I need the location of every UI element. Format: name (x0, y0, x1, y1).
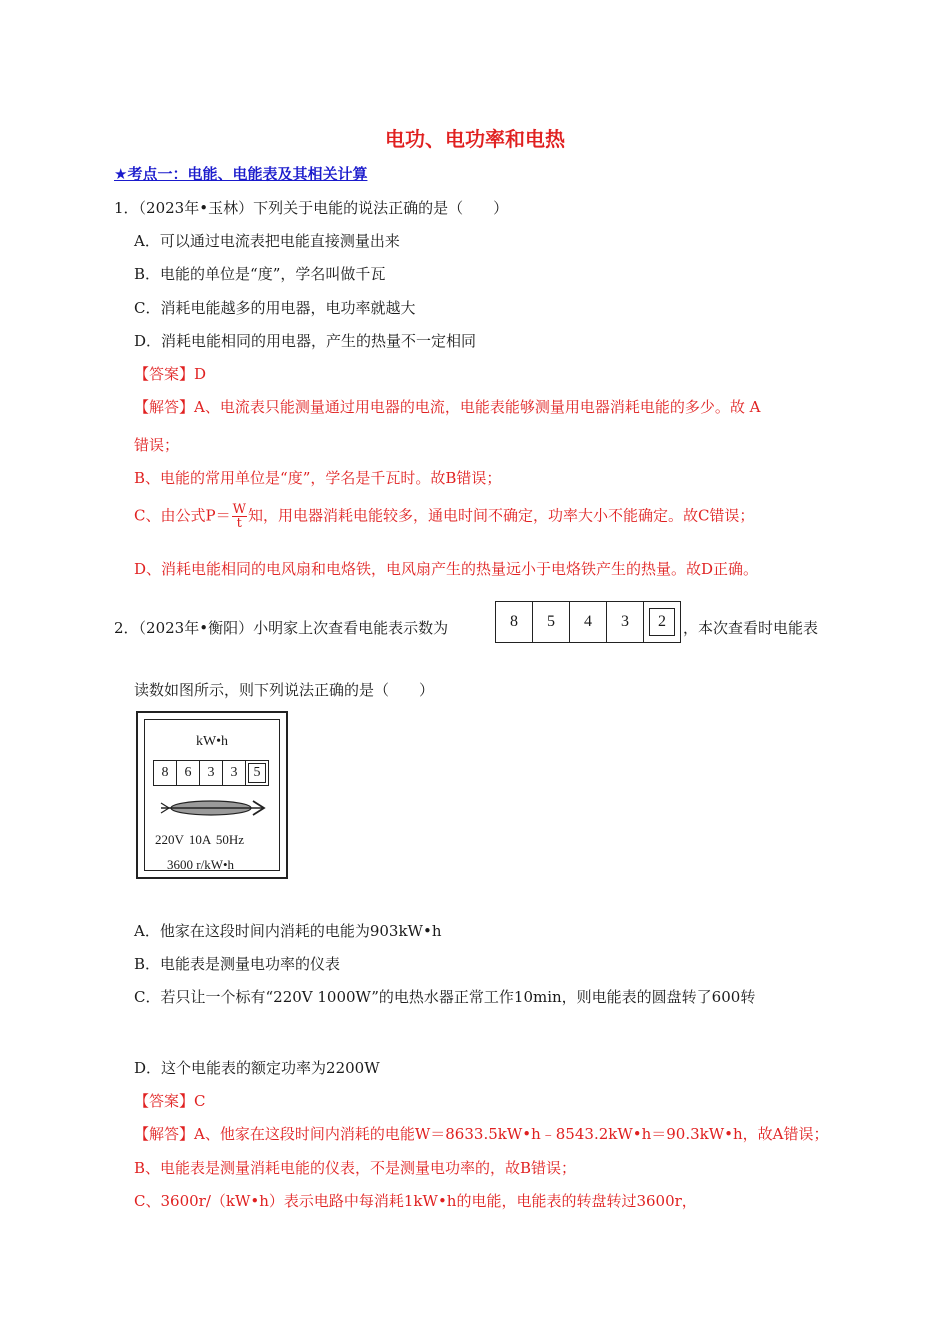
q1-option-b: B．电能的单位是“度”，学名叫做千瓦 (134, 265, 386, 283)
fraction-denominator: t (236, 516, 242, 531)
q1-option-c: C．消耗电能越多的用电器，电功率就越大 (134, 299, 416, 317)
analysis-c-suffix: 知，用电器消耗电能较多，通电时间不确定，功率大小不能确定。故C错误； (247, 506, 755, 525)
q2-option-c: C．若只让一个标有“220V 1000W”的电热水器正常工作10min，则电能表的圆盘转了600转 (134, 988, 756, 1006)
power-formula-fraction (232, 503, 247, 530)
meter-digit: 6 (177, 761, 200, 785)
q1-option-a: A．可以通过电流表把电能直接测量出来 (134, 232, 400, 250)
rotating-disc-icon (159, 796, 271, 820)
meter-revolutions: 3600 r/kW•h (167, 857, 235, 872)
previous-meter-readout (495, 601, 681, 643)
q1-option-d: D．消耗电能相同的用电器，产生的热量不一定相同 (134, 332, 477, 350)
meter-digit: 8 (154, 761, 177, 785)
meter-digits (153, 760, 269, 786)
q2-stem: 2．（2023年•衡阳）小明家上次查看电能表示数为 (114, 619, 449, 637)
meter-digit: 5 (248, 763, 266, 783)
answer-tag: 【答案】 (134, 365, 195, 383)
readout-digit: 5 (533, 602, 570, 642)
q1-analysis-a-cont: 错误； (134, 436, 180, 454)
q2-stem-continued: ，本次查看时电能表 (683, 619, 819, 637)
answer-value: C (194, 1092, 206, 1110)
q2-analysis-a (134, 1123, 829, 1144)
readout-digit: 8 (496, 602, 533, 642)
document-title: 电功、电功率和电热 (385, 127, 565, 151)
readout-digit: 3 (607, 602, 644, 642)
q1-analysis-b: B、电能的常用单位是“度”，学名是千瓦时。故B错误； (134, 469, 502, 487)
meter-digit: 3 (223, 761, 246, 785)
q1-analysis-d: D、消耗电能相同的电风扇和电烙铁，电风扇产生的热量远小于电烙铁产生的热量。故D正确。 (134, 560, 759, 578)
meter-unit: kW•h (195, 734, 229, 749)
q1-stem: 1．（2023年•玉林）下列关于电能的说法正确的是（ ） (114, 199, 509, 217)
readout-decimal-digit (644, 602, 680, 642)
q2-option-a: A．他家在这段时间内消耗的电能为903kW•h (134, 922, 442, 940)
meter-digit: 3 (200, 761, 223, 785)
readout-digit: 4 (570, 602, 607, 642)
analysis-tag: 【解答】 (134, 398, 195, 416)
answer-tag: 【答案】 (134, 1092, 195, 1110)
q2-stem-line2: 读数如图所示，则下列说法正确的是（ ） (134, 681, 435, 699)
analysis-tag: 【解答】 (134, 1125, 195, 1143)
answer-value: D (194, 365, 207, 383)
q2-answer (134, 1090, 206, 1111)
q1-answer (134, 363, 206, 384)
meter-specs: 220V 10A 50Hz (155, 832, 244, 847)
meter-decimal-digit (246, 761, 268, 785)
analysis-text: A、电流表只能测量通过用电器的电流，电能表能够测量用电器消耗电能的多少。故 A (194, 398, 761, 416)
analysis-c-prefix: C、由公式P＝ (134, 506, 231, 525)
energy-meter-figure (136, 711, 288, 879)
analysis-text: A、他家在这段时间内消耗的电能W＝8633.5kW•h﹣8543.2kW•h＝90.3kW•h，故A错误； (194, 1125, 829, 1143)
meter-face (144, 719, 280, 871)
q1-analysis-c (134, 503, 754, 530)
q2-option-b: B．电能表是测量电功率的仪表 (134, 955, 341, 973)
fraction-numerator: W (232, 502, 246, 517)
q2-analysis-c: C、3600r/（kW•h）表示电路中每消耗1kW•h的电能，电能表的转盘转过3600r， (134, 1192, 697, 1210)
readout-digit: 2 (649, 608, 675, 636)
q2-analysis-b: B、电能表是测量消耗电能的仪表，不是测量电功率的，故B错误； (134, 1159, 577, 1177)
q1-analysis-a (134, 396, 760, 417)
q2-option-d: D．这个电能表的额定功率为2200W (134, 1059, 380, 1077)
section-heading: ★考点一：电能、电能表及其相关计算 (114, 165, 368, 183)
